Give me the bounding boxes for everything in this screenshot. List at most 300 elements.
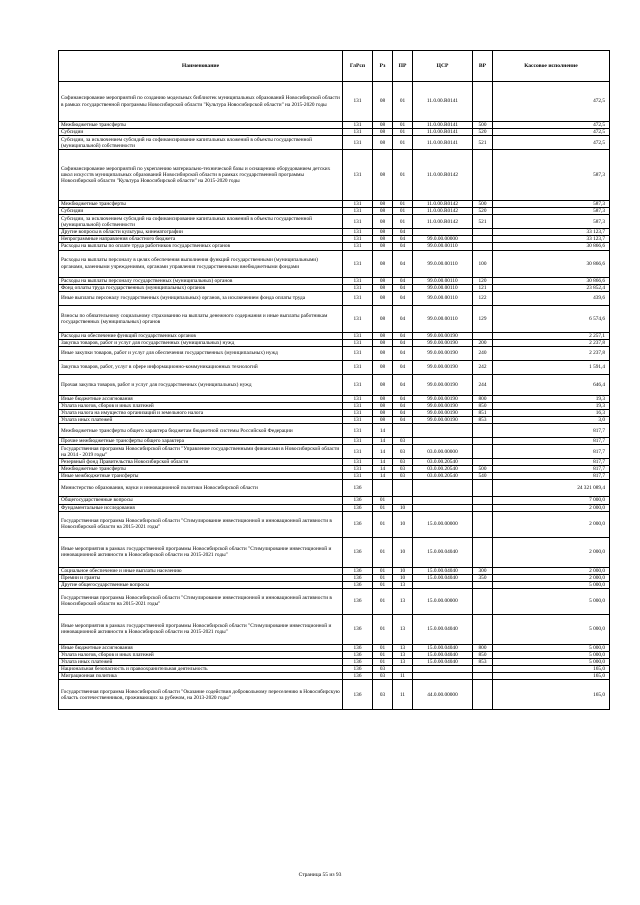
table-row xyxy=(59,659,610,666)
cell-grs: 136 xyxy=(343,497,373,504)
cell-amount: 30 866,6 xyxy=(493,243,610,250)
header-rz: Рз xyxy=(373,51,393,82)
cell-name: Расходы на обеспечение функций государственных органов xyxy=(59,332,343,339)
cell-rz: 08 xyxy=(373,229,393,236)
cell-amount: 165,0 xyxy=(493,673,610,680)
cell-rz: 08 xyxy=(373,82,393,122)
cell-rz xyxy=(373,480,393,497)
cell-vr xyxy=(473,438,493,445)
cell-rz: 14 xyxy=(373,466,393,473)
cell-rz: 01 xyxy=(373,644,393,651)
cell-vr xyxy=(473,537,493,567)
cell-csr xyxy=(413,504,473,511)
cell-amount: 19,3 xyxy=(493,402,610,409)
cell-amount: 16,3 xyxy=(493,410,610,417)
cell-vr xyxy=(473,581,493,588)
cell-name: Субсидии, за исключением субсидий на софинансирование капитальных вложений в объекты государственной (муниципальной) собственности xyxy=(59,136,343,150)
table-row xyxy=(59,666,610,673)
cell-csr: 15.0.00.04040 xyxy=(413,567,473,574)
cell-amount: 2 237,8 xyxy=(493,346,610,360)
cell-pr: 01 xyxy=(393,82,413,122)
cell-vr xyxy=(473,504,493,511)
table-row xyxy=(59,537,610,567)
cell-pr: 13 xyxy=(393,659,413,666)
cell-pr: 10 xyxy=(393,511,413,537)
cell-grs: 131 xyxy=(343,459,373,466)
cell-vr xyxy=(473,243,493,250)
cell-name: Межбюджетные трансферты xyxy=(59,201,343,208)
cell-grs: 136 xyxy=(343,581,373,588)
cell-name: Уплата иных платежей xyxy=(59,659,343,666)
cell-pr: 03 xyxy=(393,459,413,466)
table-row xyxy=(59,82,610,122)
cell-csr: 99.0.00.00110 xyxy=(413,277,473,284)
table-row xyxy=(59,438,610,445)
table-row xyxy=(59,250,610,277)
cell-pr: 04 xyxy=(393,339,413,346)
cell-csr: 15.0.00.04040 xyxy=(413,644,473,651)
cell-pr: 01 xyxy=(393,208,413,215)
table-row xyxy=(59,466,610,473)
header-cash-execution: Кассовое исполнение xyxy=(493,51,610,82)
cell-name: Государственная программа Новосибирской области "Стимулирование инвестиционной и инновационной активности в Новосибирской области на 2015-2021 годы" xyxy=(59,511,343,537)
header-csr: ЦСР xyxy=(413,51,473,82)
cell-csr: 03.0.00.00000 xyxy=(413,445,473,459)
cell-csr: 99.0.00.00000 xyxy=(413,236,473,243)
cell-name: Расходы на выплаты по оплате труда работников государственных органов xyxy=(59,243,343,250)
cell-amount: 5 000,0 xyxy=(493,659,610,666)
cell-vr: 300 xyxy=(473,567,493,574)
table-row xyxy=(59,201,610,208)
cell-pr xyxy=(393,666,413,673)
cell-amount: 165,0 xyxy=(493,680,610,710)
cell-rz: 01 xyxy=(373,497,393,504)
cell-name: Социальное обеспечение и иные выплаты населению xyxy=(59,567,343,574)
cell-amount: 3,0 xyxy=(493,417,610,424)
cell-csr xyxy=(413,581,473,588)
cell-vr: 521 xyxy=(473,215,493,229)
cell-pr: 04 xyxy=(393,417,413,424)
cell-vr xyxy=(473,673,493,680)
cell-vr: 800 xyxy=(473,395,493,402)
cell-rz: 08 xyxy=(373,208,393,215)
cell-csr: 11.0.00.R0141 xyxy=(413,82,473,122)
header-name: Наименование xyxy=(59,51,343,82)
cell-pr: 04 xyxy=(393,395,413,402)
cell-name: Иные мероприятия в рамках государственной программы Новосибирской области "Стимулирование инвестиционной и инновационной активности в Новосибирской области на 2015-2021 годы" xyxy=(59,537,343,567)
cell-pr: 13 xyxy=(393,644,413,651)
cell-grs: 131 xyxy=(343,473,373,480)
cell-grs: 136 xyxy=(343,511,373,537)
cell-pr: 04 xyxy=(393,410,413,417)
cell-grs: 131 xyxy=(343,360,373,374)
cell-csr: 15.0.00.00000 xyxy=(413,588,473,614)
cell-vr xyxy=(473,229,493,236)
cell-vr xyxy=(473,424,493,438)
table-row xyxy=(59,129,610,136)
cell-name: Иные бюджетные ассигнования xyxy=(59,395,343,402)
table-row xyxy=(59,574,610,581)
table-row xyxy=(59,614,610,644)
table-row xyxy=(59,305,610,332)
cell-pr: 11 xyxy=(393,673,413,680)
cell-rz: 08 xyxy=(373,417,393,424)
cell-pr: 04 xyxy=(393,284,413,291)
cell-pr xyxy=(393,497,413,504)
cell-csr: 15.0.00.04040 xyxy=(413,651,473,658)
table-row xyxy=(59,480,610,497)
cell-grs: 131 xyxy=(343,305,373,332)
cell-vr: 129 xyxy=(473,305,493,332)
cell-amount: 2 000,0 xyxy=(493,511,610,537)
cell-amount: 817,7 xyxy=(493,466,610,473)
cell-grs: 131 xyxy=(343,208,373,215)
table-row xyxy=(59,291,610,305)
cell-pr: 04 xyxy=(393,243,413,250)
cell-grs: 131 xyxy=(343,150,373,201)
cell-name: Субсидии xyxy=(59,129,343,136)
cell-pr: 01 xyxy=(393,136,413,150)
cell-grs: 131 xyxy=(343,215,373,229)
table-row xyxy=(59,332,610,339)
cell-pr: 04 xyxy=(393,346,413,360)
cell-amount: 6 574,6 xyxy=(493,305,610,332)
cell-vr xyxy=(473,680,493,710)
cell-grs: 136 xyxy=(343,659,373,666)
cell-name: Иные закупки товаров, работ и услуг для обеспечения государственных (муниципальных) нужд xyxy=(59,346,343,360)
cell-rz: 08 xyxy=(373,122,393,129)
cell-grs: 131 xyxy=(343,284,373,291)
cell-grs: 136 xyxy=(343,614,373,644)
table-row xyxy=(59,459,610,466)
cell-pr: 03 xyxy=(393,445,413,459)
cell-grs: 136 xyxy=(343,504,373,511)
cell-pr: 04 xyxy=(393,305,413,332)
cell-amount: 472,5 xyxy=(493,122,610,129)
cell-name: Резервный фонд Правительства Новосибирской области xyxy=(59,459,343,466)
table-row xyxy=(59,567,610,574)
cell-csr: 11.0.00.R0141 xyxy=(413,122,473,129)
cell-vr: 520 xyxy=(473,129,493,136)
cell-name: Расходы на выплаты персоналу государственных (муниципальных) органов xyxy=(59,277,343,284)
table-row xyxy=(59,581,610,588)
cell-grs: 131 xyxy=(343,410,373,417)
table-row xyxy=(59,136,610,150)
table-row xyxy=(59,243,610,250)
cell-csr: 99.0.00.00190 xyxy=(413,374,473,395)
cell-csr: 99.0.00.00190 xyxy=(413,402,473,409)
table-row xyxy=(59,680,610,710)
cell-amount: 817,7 xyxy=(493,438,610,445)
table-row xyxy=(59,346,610,360)
cell-vr xyxy=(473,445,493,459)
cell-csr: 03.0.00.20540 xyxy=(413,466,473,473)
cell-grs: 136 xyxy=(343,673,373,680)
cell-name: Непрограммные направления областного бюджета xyxy=(59,236,343,243)
cell-name: Государственная программа Новосибирской области "Оказание содействия добровольному переселению в Новосибирскую область соотечественников, проживающих за рубежом, на 2013-2020 годы" xyxy=(59,680,343,710)
cell-amount: 33 123,7 xyxy=(493,236,610,243)
cell-name: Уплата иных платежей xyxy=(59,417,343,424)
cell-name: Другие общегосударственные вопросы xyxy=(59,581,343,588)
table-row xyxy=(59,150,610,201)
cell-rz: 08 xyxy=(373,346,393,360)
cell-vr: 540 xyxy=(473,473,493,480)
cell-vr: 200 xyxy=(473,339,493,346)
cell-grs: 136 xyxy=(343,666,373,673)
cell-csr: 15.0.00.04040 xyxy=(413,659,473,666)
cell-vr: 500 xyxy=(473,122,493,129)
cell-csr: 44.0.00.00000 xyxy=(413,680,473,710)
cell-vr: 244 xyxy=(473,374,493,395)
cell-csr: 15.0.00.04040 xyxy=(413,574,473,581)
cell-name: Софинансирование мероприятий по созданию модельных библиотек муниципальных образований Новосибирской области в рамках государственной программы Новосибирской области "Культура Новосибирской области" на 2015-2020 годы xyxy=(59,82,343,122)
cell-rz: 08 xyxy=(373,136,393,150)
table-row xyxy=(59,497,610,504)
cell-amount: 472,5 xyxy=(493,136,610,150)
table-row xyxy=(59,277,610,284)
table-row xyxy=(59,511,610,537)
cell-name: Иные мероприятия в рамках государственной программы Новосибирской области "Стимулирование инвестиционной и инновационной активности в Новосибирской области на 2015-2021 годы" xyxy=(59,614,343,644)
cell-csr xyxy=(413,480,473,497)
cell-amount: 2 000,0 xyxy=(493,504,610,511)
cell-amount: 472,5 xyxy=(493,129,610,136)
cell-amount: 817,7 xyxy=(493,424,610,438)
cell-grs: 131 xyxy=(343,136,373,150)
cell-grs: 131 xyxy=(343,424,373,438)
cell-amount: 165,0 xyxy=(493,666,610,673)
cell-rz: 01 xyxy=(373,574,393,581)
cell-grs: 131 xyxy=(343,346,373,360)
cell-vr xyxy=(473,614,493,644)
cell-csr: 15.0.00.00000 xyxy=(413,511,473,537)
cell-name: Другие вопросы в области культуры, кинематографии xyxy=(59,229,343,236)
cell-vr: 800 xyxy=(473,644,493,651)
cell-amount: 24 321 089,4 xyxy=(493,480,610,497)
cell-pr: 01 xyxy=(393,129,413,136)
cell-grs: 136 xyxy=(343,644,373,651)
cell-name: Иные выплаты персоналу государственных (муниципальных) органов, за исключением фонда оплаты труда xyxy=(59,291,343,305)
cell-rz: 08 xyxy=(373,277,393,284)
cell-grs: 136 xyxy=(343,537,373,567)
cell-amount: 5 000,0 xyxy=(493,614,610,644)
cell-pr: 04 xyxy=(393,250,413,277)
cell-vr xyxy=(473,497,493,504)
cell-grs: 131 xyxy=(343,445,373,459)
cell-grs: 136 xyxy=(343,651,373,658)
cell-pr: 04 xyxy=(393,332,413,339)
cell-amount: 7 000,0 xyxy=(493,497,610,504)
cell-rz: 03 xyxy=(373,666,393,673)
cell-rz: 08 xyxy=(373,129,393,136)
cell-pr: 03 xyxy=(393,466,413,473)
cell-grs: 131 xyxy=(343,243,373,250)
table-row xyxy=(59,402,610,409)
cell-vr: 851 xyxy=(473,410,493,417)
cell-name: Уплата налогов, сборов и иных платежей xyxy=(59,402,343,409)
cell-grs: 131 xyxy=(343,122,373,129)
cell-pr: 10 xyxy=(393,504,413,511)
cell-csr: 15.0.00.04040 xyxy=(413,614,473,644)
cell-grs: 136 xyxy=(343,567,373,574)
cell-pr: 04 xyxy=(393,229,413,236)
cell-amount: 2 237,8 xyxy=(493,339,610,346)
cell-grs: 131 xyxy=(343,402,373,409)
cell-vr xyxy=(473,511,493,537)
cell-amount: 646,4 xyxy=(493,374,610,395)
table-row xyxy=(59,410,610,417)
cell-pr: 10 xyxy=(393,537,413,567)
cell-vr: 122 xyxy=(473,291,493,305)
cell-rz: 03 xyxy=(373,680,393,710)
table-row xyxy=(59,445,610,459)
cell-pr: 13 xyxy=(393,614,413,644)
table-row xyxy=(59,122,610,129)
cell-vr: 521 xyxy=(473,136,493,150)
cell-amount: 817,7 xyxy=(493,459,610,466)
cell-rz: 08 xyxy=(373,291,393,305)
table-row xyxy=(59,284,610,291)
cell-amount: 587,3 xyxy=(493,215,610,229)
cell-name: Фонд оплаты труда государственных (муниципальных) органов xyxy=(59,284,343,291)
cell-grs: 131 xyxy=(343,129,373,136)
cell-csr: 99.0.00.00110 xyxy=(413,291,473,305)
table-row xyxy=(59,417,610,424)
cell-rz: 08 xyxy=(373,236,393,243)
cell-name: Закупка товаров, работ, услуг в сфере информационно-коммуникационных технологий xyxy=(59,360,343,374)
cell-csr: 99.0.00.00190 xyxy=(413,332,473,339)
header-pr: ПР xyxy=(393,51,413,82)
cell-csr xyxy=(413,424,473,438)
cell-amount: 439,6 xyxy=(493,291,610,305)
cell-csr: 99.0.00.00110 xyxy=(413,250,473,277)
table-row xyxy=(59,651,610,658)
cell-csr xyxy=(413,666,473,673)
cell-rz: 14 xyxy=(373,424,393,438)
cell-pr xyxy=(393,424,413,438)
table-row xyxy=(59,644,610,651)
cell-pr: 10 xyxy=(393,567,413,574)
table-body xyxy=(59,82,610,710)
cell-rz: 03 xyxy=(373,673,393,680)
cell-grs: 131 xyxy=(343,277,373,284)
cell-rz: 08 xyxy=(373,243,393,250)
cell-amount: 472,5 xyxy=(493,82,610,122)
cell-vr xyxy=(473,332,493,339)
cell-vr: 500 xyxy=(473,201,493,208)
cell-grs: 131 xyxy=(343,291,373,305)
cell-name: Субсидии, за исключением субсидий на софинансирование капитальных вложений в объекты государственной (муниципальной) собственности xyxy=(59,215,343,229)
cell-rz: 14 xyxy=(373,473,393,480)
cell-rz: 08 xyxy=(373,250,393,277)
cell-rz: 08 xyxy=(373,339,393,346)
cell-pr: 03 xyxy=(393,438,413,445)
cell-csr: 11.0.00.R0141 xyxy=(413,136,473,150)
cell-amount: 5 000,0 xyxy=(493,644,610,651)
cell-rz: 08 xyxy=(373,360,393,374)
cell-amount: 30 866,6 xyxy=(493,250,610,277)
cell-name: Иные бюджетные ассигнования xyxy=(59,644,343,651)
cell-grs: 136 xyxy=(343,588,373,614)
cell-name: Министерство образования, науки и инновационной политики Новосибирской области xyxy=(59,480,343,497)
cell-amount: 23 852,4 xyxy=(493,284,610,291)
cell-pr: 04 xyxy=(393,374,413,395)
cell-grs: 131 xyxy=(343,339,373,346)
cell-pr: 10 xyxy=(393,574,413,581)
cell-name: Прочая закупка товаров, работ и услуг для государственных (муниципальных) нужд xyxy=(59,374,343,395)
cell-amount: 2 257,1 xyxy=(493,332,610,339)
cell-grs: 136 xyxy=(343,574,373,581)
cell-rz: 08 xyxy=(373,201,393,208)
cell-csr: 99.0.00.00190 xyxy=(413,346,473,360)
cell-pr: 13 xyxy=(393,588,413,614)
cell-pr: 13 xyxy=(393,581,413,588)
cell-rz: 08 xyxy=(373,410,393,417)
cell-name: Расходы на выплаты персоналу в целях обеспечения выполнения функций государственными (муниципальными) органами, казенными учреждениями, органами управления государственными внебюджетными фондами xyxy=(59,250,343,277)
cell-name: Софинансирование мероприятий по укреплению материально-технической базы и оснащению оборудованием детских школ искусств муниципальных образований Новосибирской области в рамках государственной программы Новосибирской области "Культура Новосибирской области" на 2015-2020 годы xyxy=(59,150,343,201)
cell-rz: 08 xyxy=(373,215,393,229)
cell-vr xyxy=(473,480,493,497)
cell-csr: 15.0.00.04040 xyxy=(413,537,473,567)
cell-rz: 14 xyxy=(373,459,393,466)
cell-rz: 01 xyxy=(373,588,393,614)
cell-vr: 500 xyxy=(473,466,493,473)
cell-csr: 11.0.00.R0142 xyxy=(413,150,473,201)
cell-grs: 136 xyxy=(343,680,373,710)
cell-name: Иные межбюджетные трансферты xyxy=(59,473,343,480)
cell-rz: 01 xyxy=(373,651,393,658)
cell-rz: 01 xyxy=(373,537,393,567)
cell-name: Премии и гранты xyxy=(59,574,343,581)
cell-csr: 99.0.00.00190 xyxy=(413,360,473,374)
cell-name: Уплата налога на имущество организаций и земельного налога xyxy=(59,410,343,417)
cell-amount: 2 000,0 xyxy=(493,567,610,574)
cell-pr: 04 xyxy=(393,277,413,284)
cell-csr xyxy=(413,438,473,445)
cell-csr: 11.0.00.R0142 xyxy=(413,208,473,215)
cell-grs: 131 xyxy=(343,374,373,395)
cell-vr: 850 xyxy=(473,651,493,658)
table-row xyxy=(59,339,610,346)
cell-csr: 99.0.00.00190 xyxy=(413,410,473,417)
cell-pr: 01 xyxy=(393,122,413,129)
cell-csr: 11.0.00.R0141 xyxy=(413,129,473,136)
cell-name: Миграционная политика xyxy=(59,673,343,680)
cell-amount: 5 000,0 xyxy=(493,651,610,658)
cell-csr xyxy=(413,497,473,504)
cell-grs: 131 xyxy=(343,82,373,122)
table-row xyxy=(59,473,610,480)
cell-name: Государственная программа Новосибирской области "Стимулирование инвестиционной и инновационной активности в Новосибирской области на 2015-2021 годы" xyxy=(59,588,343,614)
cell-name: Межбюджетные трансферты xyxy=(59,466,343,473)
cell-rz: 01 xyxy=(373,567,393,574)
table-row xyxy=(59,215,610,229)
cell-amount: 5 000,0 xyxy=(493,581,610,588)
cell-amount: 587,3 xyxy=(493,201,610,208)
cell-vr: 100 xyxy=(473,250,493,277)
cell-vr: 121 xyxy=(473,284,493,291)
cell-csr: 99.0.00.00190 xyxy=(413,339,473,346)
cell-rz: 14 xyxy=(373,445,393,459)
cell-rz: 08 xyxy=(373,402,393,409)
budget-table xyxy=(58,50,610,710)
table-header xyxy=(59,51,610,82)
cell-amount: 817,7 xyxy=(493,445,610,459)
table-row xyxy=(59,395,610,402)
cell-vr: 520 xyxy=(473,208,493,215)
cell-pr: 03 xyxy=(393,473,413,480)
cell-name: Национальная безопасность и правоохранительная деятельность xyxy=(59,666,343,673)
cell-grs: 136 xyxy=(343,480,373,497)
